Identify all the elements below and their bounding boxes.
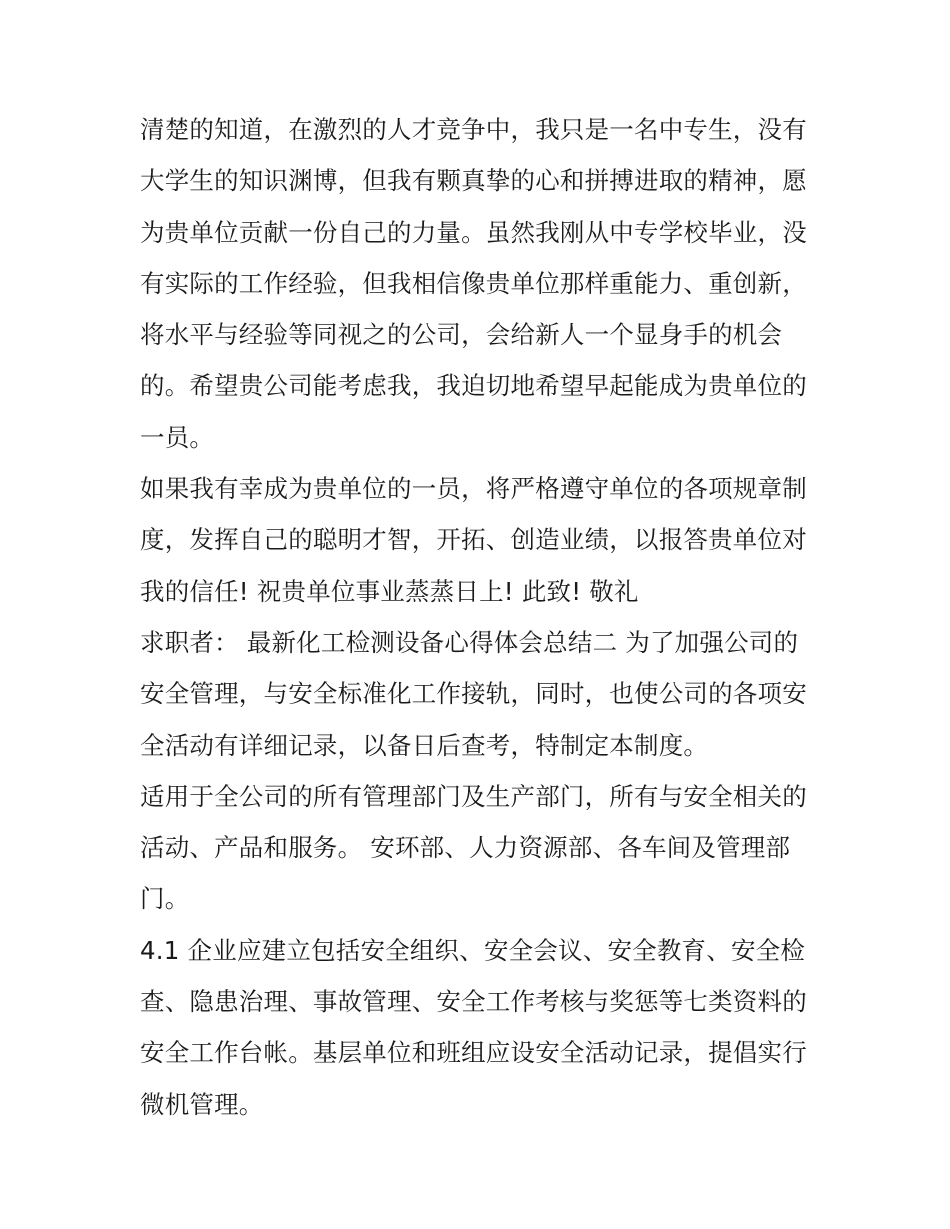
paragraph-summary-intro: 求职者： 最新化工检测设备心得体会总结二 为了加强公司的安全管理，与安全标准化工作接轨，同时，也使公司的各项安全活动有详细记录，以备日后查考，特制定本制度。	[140, 627, 807, 760]
paragraph-section-4-1: 4.1 企业应建立包括安全组织、安全会议、安全教育、安全检查、隐患治理、事故管理、安全工作考核与奖惩等七类资料的安全工作台帐。基层单位和班组应设安全活动记录，提倡实行微机管理。	[140, 935, 807, 1119]
paragraph-cover-letter-intro: 清楚的知道，在激烈的人才竞争中，我只是一名中专生，没有大学生的知识渊博，但我有颗真挚的心和拼搏进取的精神，愿为贵单位贡献一份自己的力量。虽然我刚从中专学校毕业，没有实际的工作经验，但我相信像贵单位那样重能力、重创新，将水平与经验等同视之的公司，会给新人一个显身手的机会的。希望贵公司能考虑我，我迫切地希望早起能成为贵单位的一员。	[140, 115, 807, 452]
document-body	[140, 104, 820, 1130]
paragraph-commitment: 如果我有幸成为贵单位的一员，将严格遵守单位的各项规章制度，发挥自己的聪明才智，开拓、创造业绩，以报答贵单位对我的信任! 祝贵单位事业蒸蒸日上! 此致! 敬礼	[140, 474, 807, 606]
paragraph-scope: 适用于全公司的所有管理部门及生产部门，所有与安全相关的活动、产品和服务。 安环部、人力资源部、各车间及管理部门。	[140, 781, 807, 914]
